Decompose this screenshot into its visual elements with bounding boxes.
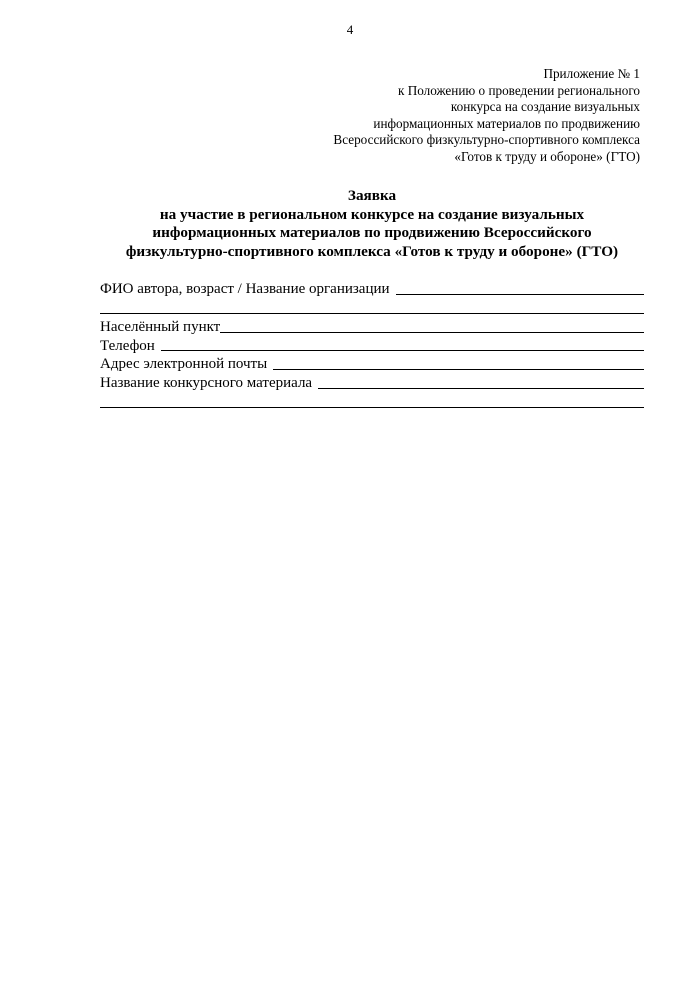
field-label: ФИО автора, возраст / Название организации [100,281,390,297]
field-author-organization-continued [100,299,644,318]
field-author-organization [100,280,644,299]
appendix-line: Приложение № 1 [543,66,640,81]
field-label: Населённый пункт [100,318,221,335]
fill-line[interactable] [396,294,644,295]
field-label: Название конкурсного материала [100,375,313,392]
field-email [100,355,644,374]
field-label: Адрес электронной почты [100,356,268,373]
appendix-line: Всероссийского физкультурно-спортивного комплекса [333,132,640,147]
field-material-name [100,374,644,393]
document-title [96,187,648,261]
appendix-line: к Положению о проведении регионального [398,82,640,98]
appendix-line: конкурса на создание визуальных [450,99,640,114]
application-form [100,280,644,412]
appendix-line: информационных материалов по продвижению [373,115,640,131]
title-line: Заявка [347,187,397,204]
page-number: 4 [346,22,354,37]
field-phone [100,337,644,356]
appendix-header [280,66,640,165]
fill-line[interactable] [100,313,644,314]
fill-line[interactable] [161,350,644,351]
title-line: на участие в региональном конкурсе на создание визуальных [159,205,585,223]
appendix-line: «Готов к труду и обороне» (ГТО) [454,148,640,164]
title-line: физкультурно-спортивного комплекса «Готов к труду и обороне» (ГТО) [125,242,619,260]
fill-line[interactable] [318,388,644,389]
fill-line[interactable] [100,407,644,408]
field-label: Телефон [100,337,155,354]
title-line: информационных материалов по продвижению Всероссийского [152,224,592,241]
field-material-name-continued [100,393,644,412]
fill-line[interactable] [220,332,644,333]
fill-line[interactable] [273,369,644,370]
field-locality [100,318,644,337]
